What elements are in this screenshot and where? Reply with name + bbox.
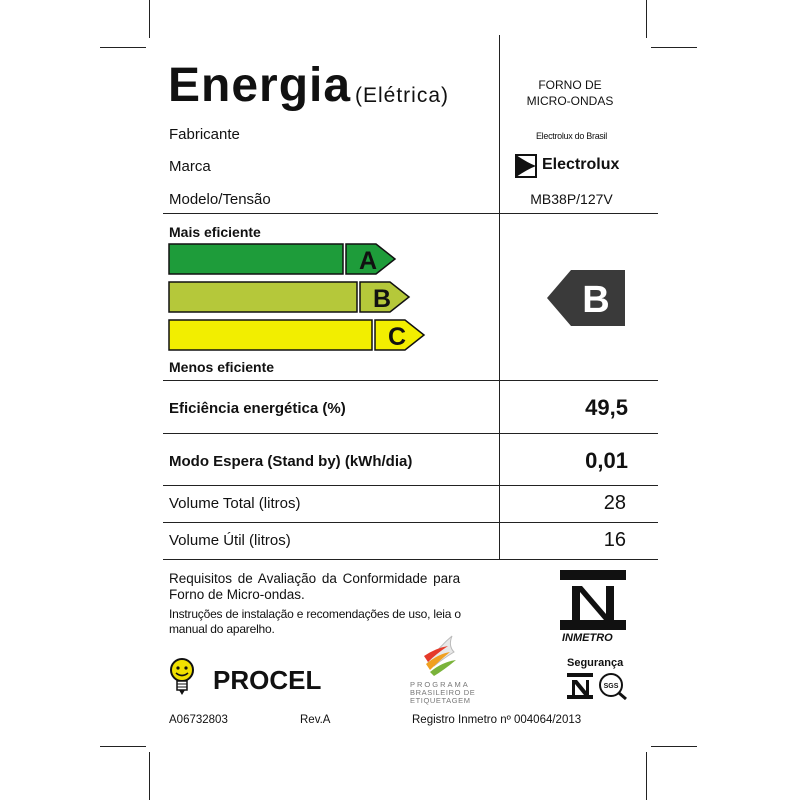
safety-label: Segurança bbox=[567, 657, 624, 669]
divider-metric-4 bbox=[163, 559, 658, 560]
metric-label-total-volume: Volume Total (litros) bbox=[169, 495, 301, 512]
pbe-line3: ETIQUETAGEM bbox=[410, 696, 471, 705]
electrolux-logo bbox=[514, 153, 634, 179]
label-subtitle: (Elétrica) bbox=[355, 84, 450, 107]
crop-mark-br-h bbox=[651, 746, 697, 747]
brand-value: Electrolux bbox=[542, 156, 620, 173]
pbe-logo-icon bbox=[418, 632, 468, 678]
manufacturer-label: Fabricante bbox=[169, 126, 240, 143]
rating-letter: B bbox=[582, 279, 610, 321]
brand-label: Marca bbox=[169, 158, 211, 175]
efficiency-bar-c bbox=[169, 320, 372, 350]
model-label: Modelo/Tensão bbox=[169, 191, 271, 208]
requirements-line1: Requisitos de Avaliação da Conformidade para bbox=[169, 571, 461, 586]
efficiency-bar-a bbox=[169, 244, 343, 274]
efficiency-letter-a: A bbox=[358, 247, 378, 275]
efficiency-bars bbox=[168, 240, 438, 355]
pbe-line2: BRASILEIRO DE bbox=[410, 688, 476, 697]
instructions-line1: Instruções de instalação e recomendações de uso, leia o bbox=[169, 607, 461, 621]
label-least-efficient: Menos eficiente bbox=[169, 359, 275, 375]
crop-mark-bl-h bbox=[100, 746, 146, 747]
requirements-line2: Forno de Micro-ondas. bbox=[169, 587, 305, 602]
divider-metric-3 bbox=[163, 522, 658, 523]
crop-mark-br-v bbox=[646, 752, 647, 800]
rating-indicator bbox=[547, 270, 627, 326]
product-type-line2: MICRO-ONDAS bbox=[526, 94, 614, 108]
pbe-line1: PROGRAMA bbox=[410, 680, 470, 689]
metric-value-standby: 0,01 bbox=[585, 448, 628, 473]
inmetro-logo-icon bbox=[560, 570, 626, 630]
procel-label: PROCEL bbox=[213, 665, 322, 695]
revision-label: Rev.A bbox=[300, 714, 331, 726]
crop-mark-tr-h bbox=[651, 47, 697, 48]
label-most-efficient: Mais eficiente bbox=[169, 224, 261, 240]
metric-value-useful-volume: 16 bbox=[603, 529, 626, 551]
electrolux-icon bbox=[514, 153, 538, 179]
instructions-line2: manual do aparelho. bbox=[169, 622, 275, 636]
sgs-text: SGS bbox=[603, 683, 619, 690]
divider-metric-1 bbox=[163, 433, 658, 434]
divider-efficiency-bottom bbox=[163, 380, 658, 381]
label-title: Energia bbox=[168, 59, 352, 112]
metric-label-useful-volume: Volume Útil (litros) bbox=[169, 532, 291, 549]
divider-metric-2 bbox=[163, 485, 658, 486]
crop-mark-tr-v bbox=[646, 0, 647, 38]
metric-value-total-volume: 28 bbox=[603, 492, 626, 514]
crop-mark-tl-v bbox=[149, 0, 150, 38]
metric-label-efficiency: Eficiência energética (%) bbox=[169, 400, 346, 417]
sgs-seal-icon bbox=[598, 672, 628, 700]
crop-mark-tl-h bbox=[100, 47, 146, 48]
model-value: MB38P/127V bbox=[530, 191, 613, 207]
divider-vertical bbox=[499, 35, 500, 559]
metric-label-standby: Modo Espera (Stand by) (kWh/dia) bbox=[169, 453, 413, 470]
safety-mark-icon bbox=[567, 673, 593, 699]
document-code: A06732803 bbox=[169, 714, 228, 726]
registry-label: Registro Inmetro nº 004064/2013 bbox=[412, 714, 582, 726]
inmetro-label: INMETRO bbox=[562, 632, 613, 644]
efficiency-letter-c: C bbox=[387, 323, 407, 351]
manufacturer-value: Electrolux do Brasil bbox=[535, 131, 608, 141]
crop-mark-bl-v bbox=[149, 752, 150, 800]
procel-bulb-icon bbox=[167, 657, 197, 697]
efficiency-letter-b: B bbox=[372, 285, 392, 313]
metric-value-efficiency: 49,5 bbox=[585, 395, 628, 420]
product-type-line1: FORNO DE bbox=[538, 78, 602, 92]
divider-info-bottom bbox=[163, 213, 658, 214]
efficiency-bar-b bbox=[169, 282, 357, 312]
